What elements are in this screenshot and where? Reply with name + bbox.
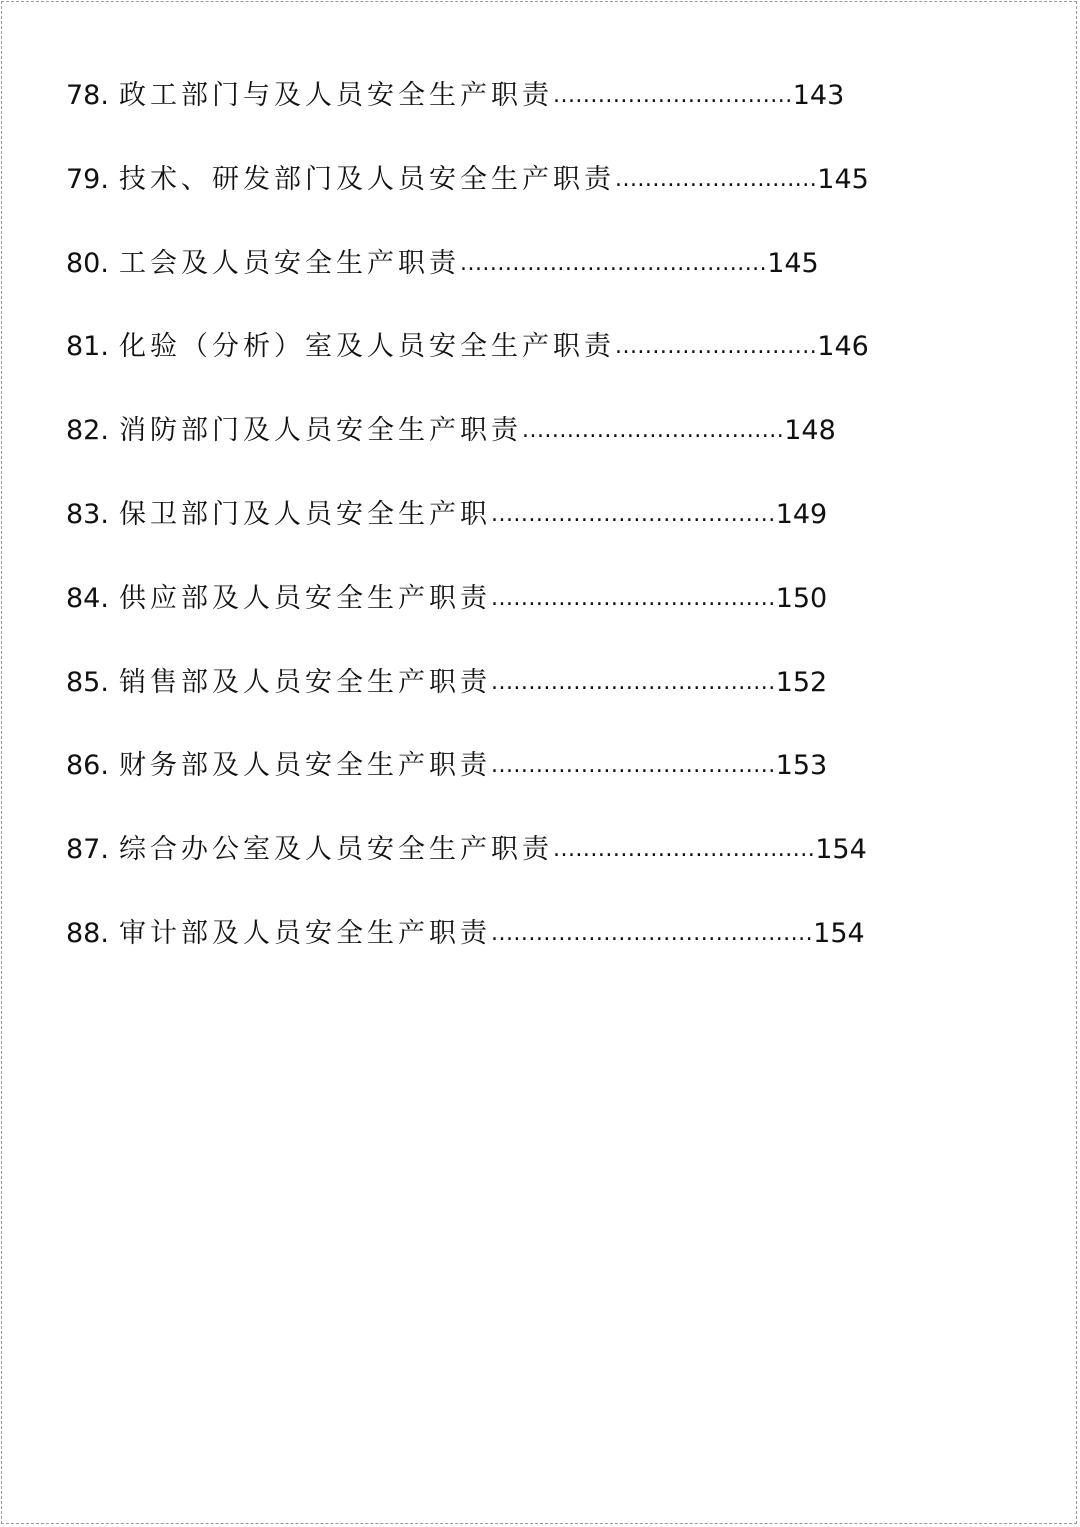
toc-entry[interactable] bbox=[66, 411, 966, 495]
toc-entry[interactable] bbox=[66, 579, 966, 663]
entry-page-number: 148 bbox=[784, 415, 836, 447]
entry-title: 供应部及人员安全生产职责 bbox=[118, 582, 491, 614]
entry-page-number: 149 bbox=[775, 498, 828, 530]
dot-leader: ................................... bbox=[521, 418, 785, 444]
entry-title: 化验（分析）室及人员安全生产职责 bbox=[118, 331, 615, 363]
toc-entry[interactable] bbox=[66, 663, 966, 747]
toc-entry[interactable] bbox=[66, 495, 966, 579]
toc-entry[interactable] bbox=[66, 327, 966, 411]
toc-entry[interactable] bbox=[66, 746, 966, 830]
dot-leader: ........................... bbox=[614, 166, 818, 192]
entry-page-number: 146 bbox=[817, 331, 869, 363]
entry-page-number: 143 bbox=[792, 80, 845, 111]
entry-number: 86. bbox=[66, 750, 109, 782]
entry-title: 销售部及人员安全生产职责 bbox=[118, 666, 491, 698]
entry-number: 88. bbox=[66, 917, 109, 949]
entry-page-number: 145 bbox=[817, 163, 869, 195]
entry-page-number: 154 bbox=[815, 834, 867, 866]
entry-title: 政工部门与及人员安全生产职责 bbox=[118, 80, 553, 111]
dot-leader: ........................................... bbox=[490, 920, 814, 946]
entry-title: 财务部及人员安全生产职责 bbox=[118, 750, 491, 782]
dot-leader: ...................................... bbox=[490, 585, 776, 611]
entry-title: 工会及人员安全生产职责 bbox=[118, 247, 460, 279]
entry-number: 82. bbox=[66, 415, 109, 447]
entry-number: 79. bbox=[66, 163, 109, 195]
entry-title: 技术、研发部门及人员安全生产职责 bbox=[118, 163, 615, 195]
entry-number: 85. bbox=[66, 666, 109, 698]
toc-entry[interactable] bbox=[66, 830, 966, 914]
entry-title: 综合办公室及人员安全生产职责 bbox=[118, 834, 553, 866]
toc-entry[interactable] bbox=[66, 76, 966, 160]
dot-leader: ...................................... bbox=[490, 669, 776, 695]
toc-entry[interactable] bbox=[66, 160, 966, 244]
entry-page-number: 145 bbox=[767, 247, 819, 279]
entry-number: 81. bbox=[66, 331, 109, 363]
dot-leader: ................................ bbox=[552, 83, 793, 108]
entry-title: 消防部门及人员安全生产职责 bbox=[118, 415, 522, 447]
document-page bbox=[1, 1, 1077, 1524]
entry-number: 83. bbox=[66, 498, 109, 530]
entry-number: 78. bbox=[66, 80, 109, 111]
table-of-contents bbox=[66, 76, 966, 998]
entry-title: 审计部及人员安全生产职责 bbox=[118, 917, 491, 949]
entry-page-number: 154 bbox=[813, 917, 865, 949]
entry-number: 87. bbox=[66, 834, 109, 866]
entry-page-number: 150 bbox=[775, 582, 828, 614]
dot-leader: ......................................... bbox=[459, 250, 768, 276]
dot-leader: ...................................... bbox=[490, 501, 776, 527]
entry-title: 保卫部门及人员安全生产职 bbox=[118, 498, 491, 530]
dot-leader: ........................... bbox=[614, 334, 818, 360]
toc-entry[interactable] bbox=[66, 244, 966, 328]
entry-number: 80. bbox=[66, 247, 109, 279]
entry-number: 84. bbox=[66, 582, 109, 614]
dot-leader: ................................... bbox=[552, 837, 816, 863]
entry-page-number: 152 bbox=[775, 666, 828, 698]
entry-page-number: 153 bbox=[775, 750, 828, 782]
dot-leader: ...................................... bbox=[490, 753, 776, 779]
toc-entry[interactable] bbox=[66, 914, 966, 998]
